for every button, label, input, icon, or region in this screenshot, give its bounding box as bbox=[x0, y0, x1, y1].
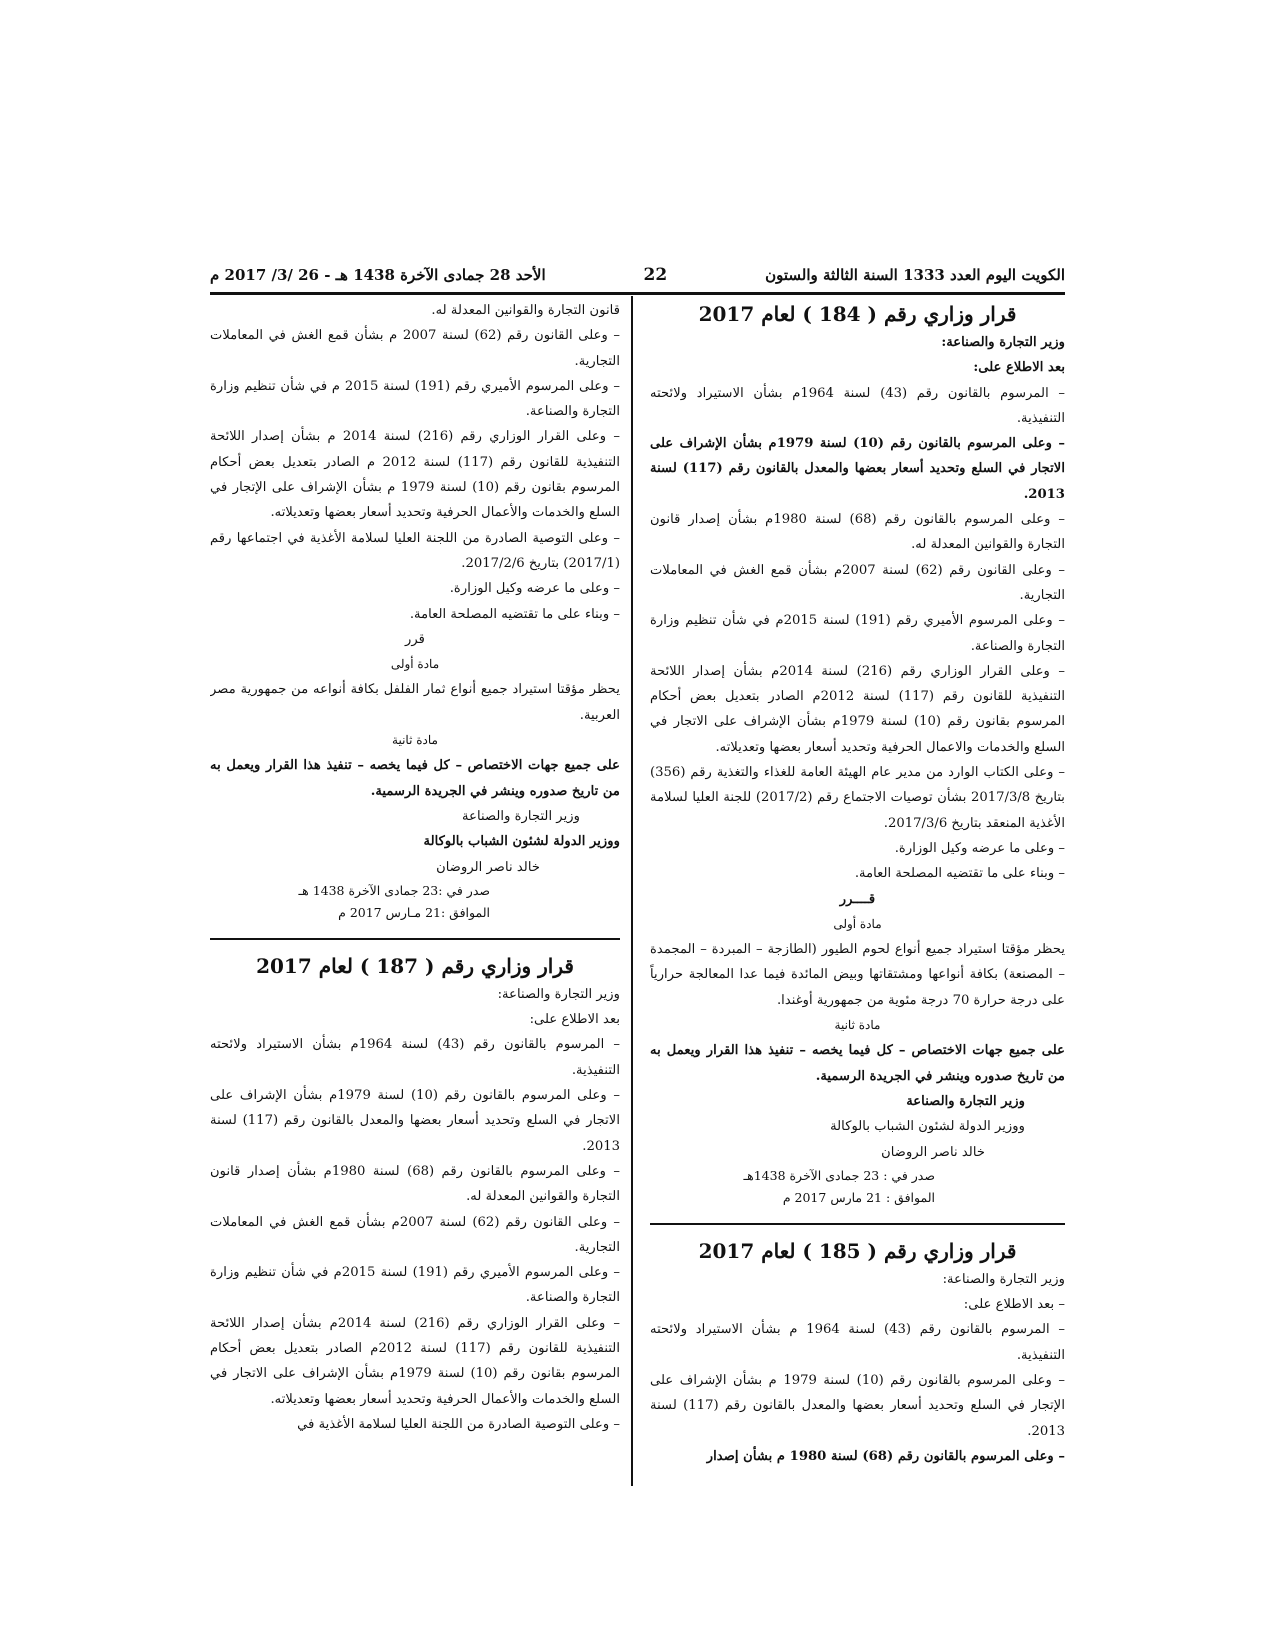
issued-date-hijri: صدر في : 23 جمادى الآخرة 1438هـ bbox=[743, 1167, 935, 1183]
article-heading: مادة ثانية bbox=[392, 733, 438, 748]
preamble-item: – وعلى المرسوم الأميري رقم (191) لسنة 2015م في شأن تنظيم وزارة التجارة والصناعة. bbox=[650, 613, 1065, 654]
article-text: على جميع جهات الاختصاص – كل فيما يخصه – تنفيذ هذا القرار ويعمل به من تاريخ صدوره وينشر في الجريدة الرسمية. bbox=[210, 758, 620, 799]
signature-title: وزير التجارة والصناعة bbox=[462, 808, 580, 824]
page-header bbox=[210, 262, 1065, 288]
preamble-item: – وعلى المرسوم بالقانون رقم (10) لسنة 1979م بشأن الإشراف على الاتجار في السلع وتحديد أسعار بعضها والمعدل بالقانون رقم (117) لسنة 2013. bbox=[210, 1088, 620, 1154]
left-column bbox=[210, 298, 620, 1437]
page-number: 22 bbox=[643, 265, 668, 285]
preamble-item: – وعلى الكتاب الوارد من مدير عام الهيئة العامة للغذاء والتغذية رقم (356) بتاريخ 2017/3/8 بشأن توصيات الاجتماع رقم (2017/2) للجنة العليا لسلامة الأغذية المنعقد بتاريخ 2017/3/6. bbox=[650, 765, 1065, 831]
issued-date-gregorian: الموافق : 21 مارس 2017 م bbox=[782, 1189, 935, 1205]
header-publication: الكويت اليوم العدد 1333 السنة الثالثة والستون bbox=[765, 266, 1065, 284]
preamble-item: – وعلى المرسوم بالقانون رقم (10) لسنة 1979 م بشأن الإشراف على الإتجار في السلع وتحديد أسعار بعضها والمعدل بالقانون رقم (117) لسنة 2013. bbox=[650, 1372, 1065, 1439]
preamble-item: – وعلى ما عرضه وكيل الوزارة. bbox=[449, 581, 620, 597]
article-heading: مادة أولى bbox=[833, 916, 882, 931]
minister-line: وزير التجارة والصناعة: bbox=[941, 335, 1065, 350]
decision-187 bbox=[210, 950, 620, 1437]
preamble-item: – وعلى القرار الوزاري رقم (216) لسنة 2014م بشأن إصدار اللائحة التنفيذية للقانون رقم (117) لسنة 2012م الصادر بتعديل بعض أحكام المرسوم بقانون رقم (10) لسنة 1979م بشأن الإشراف على الاتجار في السلع والخدمات والاعمال الحرفية وتحديد أسعار بعضها وتعديلاته. bbox=[650, 663, 1065, 755]
preamble-item: – وعلى التوصية الصادرة من اللجنة العليا لسلامة الأغذية في اجتماعها رقم (2017/1) بتاريخ 2017/2/6. bbox=[210, 530, 620, 571]
column-divider bbox=[631, 296, 633, 1486]
minister-line: وزير التجارة والصناعة: bbox=[497, 986, 620, 1002]
preamble-item: – وعلى المرسوم الأميري رقم (191) لسنة 2015 م في شأن تنظيم وزارة التجارة والصناعة. bbox=[210, 378, 620, 420]
preamble-item: – وعلى القرار الوزاري رقم (216) لسنة 2014 م بشأن إصدار اللائحة التنفيذية للقانون رقم (117) لسنة 2012 م الصادر بتعديل بعض أحكام المرسوم بقانون رقم (10) لسنة 1979 م بشأن الإشراف على الإتجار في السلع والخدمات والأعمال الحرفية وتحديد أسعار بعضها وتعديلاته. bbox=[210, 429, 620, 521]
decision-title: قرار وزاري رقم ( 187 ) لعام 2017 bbox=[256, 953, 574, 978]
preamble-item: – المرسوم بالقانون رقم (43) لسنة 1964م بشأن الاستيراد ولائحته التنفيذية. bbox=[650, 385, 1065, 426]
article-heading: مادة أولى bbox=[390, 657, 440, 672]
preamble-item: – المرسوم بالقانون رقم (43) لسنة 1964م بشأن الاستيراد ولائحته التنفيذية. bbox=[210, 1037, 620, 1078]
preamble-item: – وعلى القانون رقم (62) لسنة 2007م بشأن قمع الغش في المعاملات التجارية. bbox=[210, 1214, 620, 1255]
decision-185-continued bbox=[210, 298, 620, 924]
decided-heading: قرر bbox=[405, 631, 425, 647]
preamble-item: قانون التجارة والقوانين المعدلة له. bbox=[431, 303, 620, 318]
after-review-line: بعد الاطلاع على: bbox=[973, 360, 1065, 376]
preamble-item: – وعلى المرسوم الأميري رقم (191) لسنة 2015م في شأن تنظيم وزارة التجارة والصناعة. bbox=[210, 1265, 620, 1306]
decision-185 bbox=[650, 1235, 1065, 1469]
preamble-item: – وبناء على ما تقتضيه المصلحة العامة. bbox=[409, 606, 620, 622]
decision-title: قرار وزاري رقم ( 185 ) لعام 2017 bbox=[698, 1238, 1017, 1263]
preamble-item: – وعلى ما عرضه وكيل الوزارة. bbox=[894, 840, 1065, 856]
article-heading: مادة ثانية bbox=[834, 1018, 881, 1033]
preamble-item: – وعلى القانون رقم (62) لسنة 2007م بشأن قمع الغش في المعاملات التجارية. bbox=[650, 562, 1065, 603]
issued-date-hijri: صدر في :23 جمادى الآخرة 1438 هـ bbox=[298, 882, 490, 898]
preamble-item: – وعلى المرسوم بالقانون رقم (68) لسنة 1980م بشأن إصدار قانون التجارة والقوانين المعدلة له. bbox=[210, 1163, 620, 1205]
signature-title: وزير التجارة والصناعة bbox=[906, 1093, 1025, 1109]
decision-separator bbox=[210, 938, 620, 940]
right-column bbox=[650, 298, 1065, 1469]
decision-separator bbox=[650, 1223, 1065, 1225]
preamble-item: – وعلى المرسوم بالقانون رقم (68) لسنة 1980م بشأن إصدار قانون التجارة والقوانين المعدلة له. bbox=[650, 512, 1065, 553]
decision-title: قرار وزاري رقم ( 184 ) لعام 2017 bbox=[698, 302, 1017, 326]
signature-name: خالد ناصر الروضان bbox=[436, 859, 540, 875]
minister-line: وزير التجارة والصناعة: bbox=[942, 1271, 1065, 1287]
header-rule bbox=[210, 292, 1065, 295]
issued-date-gregorian: الموافق :21 مـارس 2017 م bbox=[338, 904, 490, 920]
preamble-item: – وعلى القرار الوزاري رقم (216) لسنة 2014م بشأن إصدار اللائحة التنفيذية للقانون رقم (117) لسنة 2012م الصادر بتعديل بعض أحكام المرسوم بقانون رقم (10) لسنة 1979م بشأن الإشراف على الاتجار في السلع والخدمات والأعمال الحرفية وتحديد أسعار بعضها وتعديلاته. bbox=[210, 1315, 620, 1407]
decision-184 bbox=[650, 298, 1065, 1209]
decided-heading: قــــرر bbox=[839, 891, 876, 907]
signature-title: ووزير الدولة لشئون الشباب بالوكالة bbox=[830, 1119, 1025, 1135]
preamble-item: – وبناء على ما تقتضيه المصلحة العامة. bbox=[854, 866, 1065, 882]
signature-name: خالد ناصر الروضان bbox=[881, 1144, 985, 1160]
signature-title: ووزير الدولة لشئون الشباب بالوكالة bbox=[423, 834, 620, 850]
preamble-item: – وعلى المرسوم بالقانون رقم (68) لسنة 1980 م بشأن إصدار bbox=[706, 1448, 1065, 1464]
preamble-item: – وعلى القانون رقم (62) لسنة 2007 م بشأن قمع الغش في المعاملات التجارية. bbox=[210, 328, 620, 369]
article-text: يحظر مؤقتا استيراد جميع أنواع ثمار الفلفل بكافة أنواعه من جمهورية مصر العربية. bbox=[210, 682, 620, 723]
preamble-item: – المرسوم بالقانون رقم (43) لسنة 1964 م بشأن الاستيراد ولائحته التنفيذية. bbox=[650, 1322, 1065, 1363]
header-date: الأحد 28 جمادى الآخرة 1438 هـ - 26 /3/ 2017 م bbox=[210, 266, 546, 284]
after-review-line: بعد الاطلاع على: bbox=[529, 1012, 620, 1028]
preamble-item: – وعلى التوصية الصادرة من اللجنة العليا لسلامة الأغذية في bbox=[297, 1416, 620, 1432]
article-text: على جميع جهات الاختصاص – كل فيما يخصه – تنفيذ هذا القرار ويعمل به من تاريخ صدوره وينشر في الجريدة الرسمية. bbox=[650, 1043, 1065, 1084]
after-review-line: – بعد الاطلاع على: bbox=[963, 1297, 1065, 1313]
article-text: يحظر مؤقتا استيراد جميع أنواع لحوم الطيور (الطازجة – المبردة – المجمدة – المصنعة) بكافة أنواعها ومشتقاتها وبيض المائدة فيما عدا المعالجة حرارياً على درجة حرارة 70 درجة مئوية من جمهورية أوغندا. bbox=[650, 942, 1065, 1008]
preamble-item: – وعلى المرسوم بالقانون رقم (10) لسنة 1979م بشأن الإشراف على الاتجار في السلع وتحديد أسعار بعضها والمعدل بالقانون رقم (117) لسنة 2013. bbox=[650, 436, 1065, 502]
